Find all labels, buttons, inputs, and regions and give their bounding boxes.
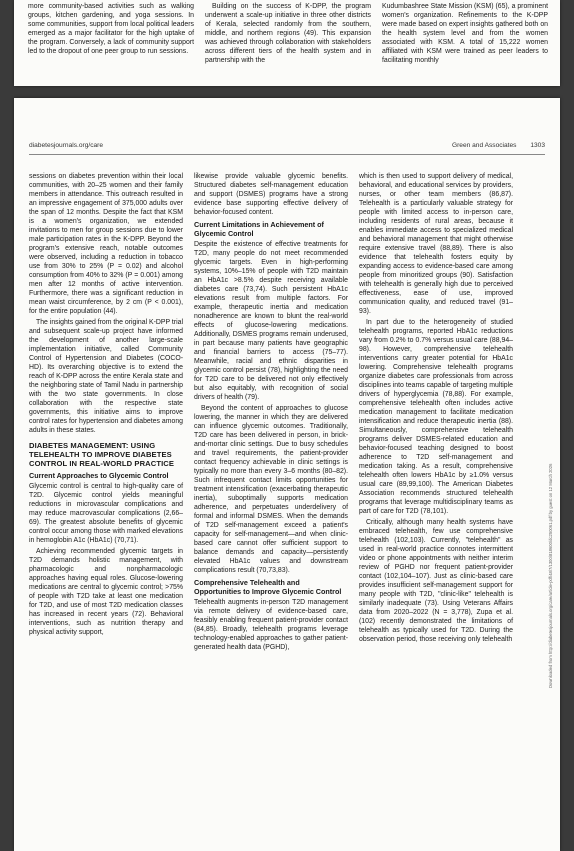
paragraph: likewise provide valuable glycemic benefits. Structured diabetes self-management education and support (DSMES) programs have a strong evidence base supporting effective delivery of behavior-focused content. bbox=[194, 173, 348, 216]
paragraph: Achieving recommended glycemic targets in T2D demands holistic management, with pharmacologic and nonpharmacologic approaches having equal roles. Glucose-lowering medications are central to glycemic control; >75% of people with T2D take at least one medication for T2D, and use of most T2D medication classes has increased in recent years (72). Behavioral interventions, such as nutrition therapy and physical activity support, bbox=[29, 548, 183, 636]
page-number: 1303 bbox=[530, 142, 545, 149]
download-watermark: Downloaded from http://diabetesjournals.org/care/article-pdf/48/7/1300/818600/dc250061.pdf by guest on 12 March 2026 bbox=[548, 463, 553, 688]
subsection-heading: Current Approaches to Glycemic Control bbox=[29, 471, 169, 480]
article-page bbox=[14, 98, 560, 851]
paragraph: Glycemic control is central to high-quality care of T2D. Glycemic control yields meaningful reductions in microvascular complications and may reduce macrovascular complications (2,66–69). The greatest absolute benefits of glycemic control occur among those with marked elevations in hemoglobin A1c (HbA1c) (70,71). bbox=[29, 483, 183, 544]
paragraph: Building on the success of K-DPP, the program underwent a scale-up initiative in three other districts of Kerala, selected randomly from the southern, middle, and northern regions (49). This expansion was achieved through collaboration with stakeholders across different tiers of the health system and in partnership with the bbox=[205, 3, 371, 64]
paragraph: Kudumbashree State Mission (KSM) (65), a prominent women's organization. Refinements to the K-DPP were made based on expert insights gathered both on the health system level and from the women associated with KSM. A total of 15,222 women affiliated with KSM were trained as peer leaders to facilitating monthly bbox=[382, 3, 548, 64]
previous-page-fragment bbox=[14, 0, 560, 86]
column-3 bbox=[359, 172, 513, 654]
journal-url[interactable]: diabetesjournals.org/care bbox=[29, 142, 104, 149]
body-columns bbox=[29, 172, 513, 654]
paragraph: Telehealth augments in-person T2D management via remote delivery of evidence-based care, feasibly enabling frequent patient-provider contact (84,85). Broadly, telehealth programs leverage technology-enabled approaches to gather patient-generated health data (PGHD), bbox=[194, 599, 348, 651]
paragraph: In part due to the heterogeneity of studied telehealth programs, reported HbA1c reductions vary from 0.2% to 0.7% versus usual care (88,94–98). However, comprehensive telehealth interventions carry greater potential for HbA1c lowering. Comprehensive telehealth programs organize diabetes care professionals from across disciplines into teams capable of targeting multiple drivers of hyperglycemia (78,88). For example, comprehensive telehealth often includes active medication management to facilitate medication intensification and reduce therapeutic inertia (88). Simultaneously, comprehensive telehealth programs deliver DSMES-related education and behavior-focused teaching designed to boost adherence to T2D self-management and medication taking. As a result, comprehensive telehealth often lowers HbA1c by ≥1.0% versus usual care (89,99,100). The American Diabetes Association recommends structured telehealth programs that leverage multidisciplinary teams as part of care for T2D (78,101). bbox=[359, 319, 513, 515]
section-heading: DIABETES MANAGEMENT: USING TELEHEALTH TO IMPROVE DIABETES CONTROL IN REAL-WORLD PRACTICE bbox=[29, 441, 175, 468]
column-1 bbox=[29, 172, 183, 654]
paragraph: Beyond the content of approaches to glucose lowering, the manner in which they are delivered can influence glycemic outcomes. Traditionally, T2D care has been delivered in person, in brick-and-mortar clinic settings. Due to busy schedules and travel requirements, the patient-provider contact frequency achievable in clinic settings is typically no more than every 3–6 months (80–82). Such infrequent contact limits opportunities for treatment intensification (exacerbating therapeutic inertia), suboptimally supports medication adherence, and perpetuates underdelivery of formal and informal DSMES. When the demands of T2D self-management exceed a patient's capacity for self-management—and when clinic-based care cannot offer sufficient support to balance demands and capacity—persistently elevated HbA1c values and downstream complications result (70,73,83). bbox=[194, 405, 348, 574]
top-column-3 bbox=[382, 2, 548, 67]
column-2 bbox=[194, 172, 348, 654]
running-head bbox=[29, 142, 545, 155]
top-columns bbox=[28, 2, 548, 67]
paragraph: Critically, although many health systems have embraced telehealth, few use comprehensive telehealth (102,103). Currently, "telehealth" as used in real-world practice connotes intermittent video or phone appointments with neither interim review of PGHD nor frequent patient-provider contact (102,104–107). Just as clinic-based care provides insufficient self-management support for many people with T2D, "clinic-like" telehealth is similarly inadequate (73). Using Veterans Affairs data from 2020–2022 (N = 3,778), Zupa et al. (102) recently demonstrated the limitations of telehealth as typically used for T2D. During the observation period, those receiving only telehealth bbox=[359, 519, 513, 643]
paragraph: sessions on diabetes prevention within their local communities, with 20–25 women and their family members in attendance. This outreach resulted in an impressive engagement of 375,000 adults over the span of 12 months. Despite the fact that KSM is a women's organization, we extended invitations to men for group sessions due to lower male participation rates in the K-DPP. Beyond the program's extensive reach, notable outcomes were observed, including a reduction in tobacco use from 30% to 25% (P = 0.02) and alcohol consumption from 40% to 32% (P = 0.001) among men after 12 months of active intervention. Furthermore, there was a significant reduction in mean waist circumference, by 2 cm (P < 0.001), for the entire population (44). bbox=[29, 173, 183, 315]
paragraph: The insights gained from the original K-DPP trial and subsequent scale-up project have informed the development of another large-scale implementation initiative, called Community Control of Hypertension and Diabetes (COCO-HD). Its overarching objective is to extend the reach of K-DPP across the entire Kerala state and the neighboring state of Tamil Nadu in partnership with the two state governments. In close collaboration with the respective state governments, this initiative aims to improve control rates for hypertension and diabetes among adults in these states. bbox=[29, 319, 183, 434]
top-column-2 bbox=[205, 2, 371, 67]
paragraph: more community-based activities such as walking groups, kitchen gardening, and yoga sessions. In some communities, support from local political leaders emerged as a major facilitator for the high uptake of the program. Conversely, a lack of community support led to the dropout of one peer group to run sessions. bbox=[28, 3, 194, 55]
author-line: Green and Associates bbox=[451, 142, 517, 149]
top-column-1 bbox=[28, 2, 194, 67]
paragraph: Despite the existence of effective treatments for T2D, many people do not meet recommended glycemic targets. Even in high-performing systems, 10%–15% of people with T2D maintain an HbA1c >8.5% despite receiving available diabetes care (73,74). Such persistent HbA1c elevations result from multiple factors. For example, therapeutic inertia and medication nonadherence are known to blunt the real-world effects of glucose-lowering medications. Additionally, DSMES programs remain underused, in part because many patients have geographic and financial barriers to access (75–77). Meanwhile, racial and ethnic disparities in glycemic control persist (78), highlighting the need for T2D care to be delivered not only effectively but also equitably, with recognition of social drivers of health (79). bbox=[194, 241, 348, 401]
subsection-heading: Comprehensive Telehealth and Opportunities to Improve Glycemic Control bbox=[194, 578, 342, 596]
paragraph: which is then used to support delivery of medical, behavioral, and educational services by providers, nurses, or other team members (86,87). Telehealth is a particularly valuable strategy for people with limited access to in-person care, including residents of rural areas, because it enables immediate access to specialized medical and behavioral management that might otherwise require extensive travel (88,89). There is also evidence that telehealth fosters equity by expanding access to evidence-based care among people from minoritized groups (90). Satisfaction with telehealth is generally high due to perceived effectiveness, ease of use, improved communication quality, and reduced travel (91–93). bbox=[359, 173, 513, 315]
header-right bbox=[440, 142, 545, 149]
subsection-heading: Current Limitations in Achievement of Glycemic Control bbox=[194, 220, 324, 238]
